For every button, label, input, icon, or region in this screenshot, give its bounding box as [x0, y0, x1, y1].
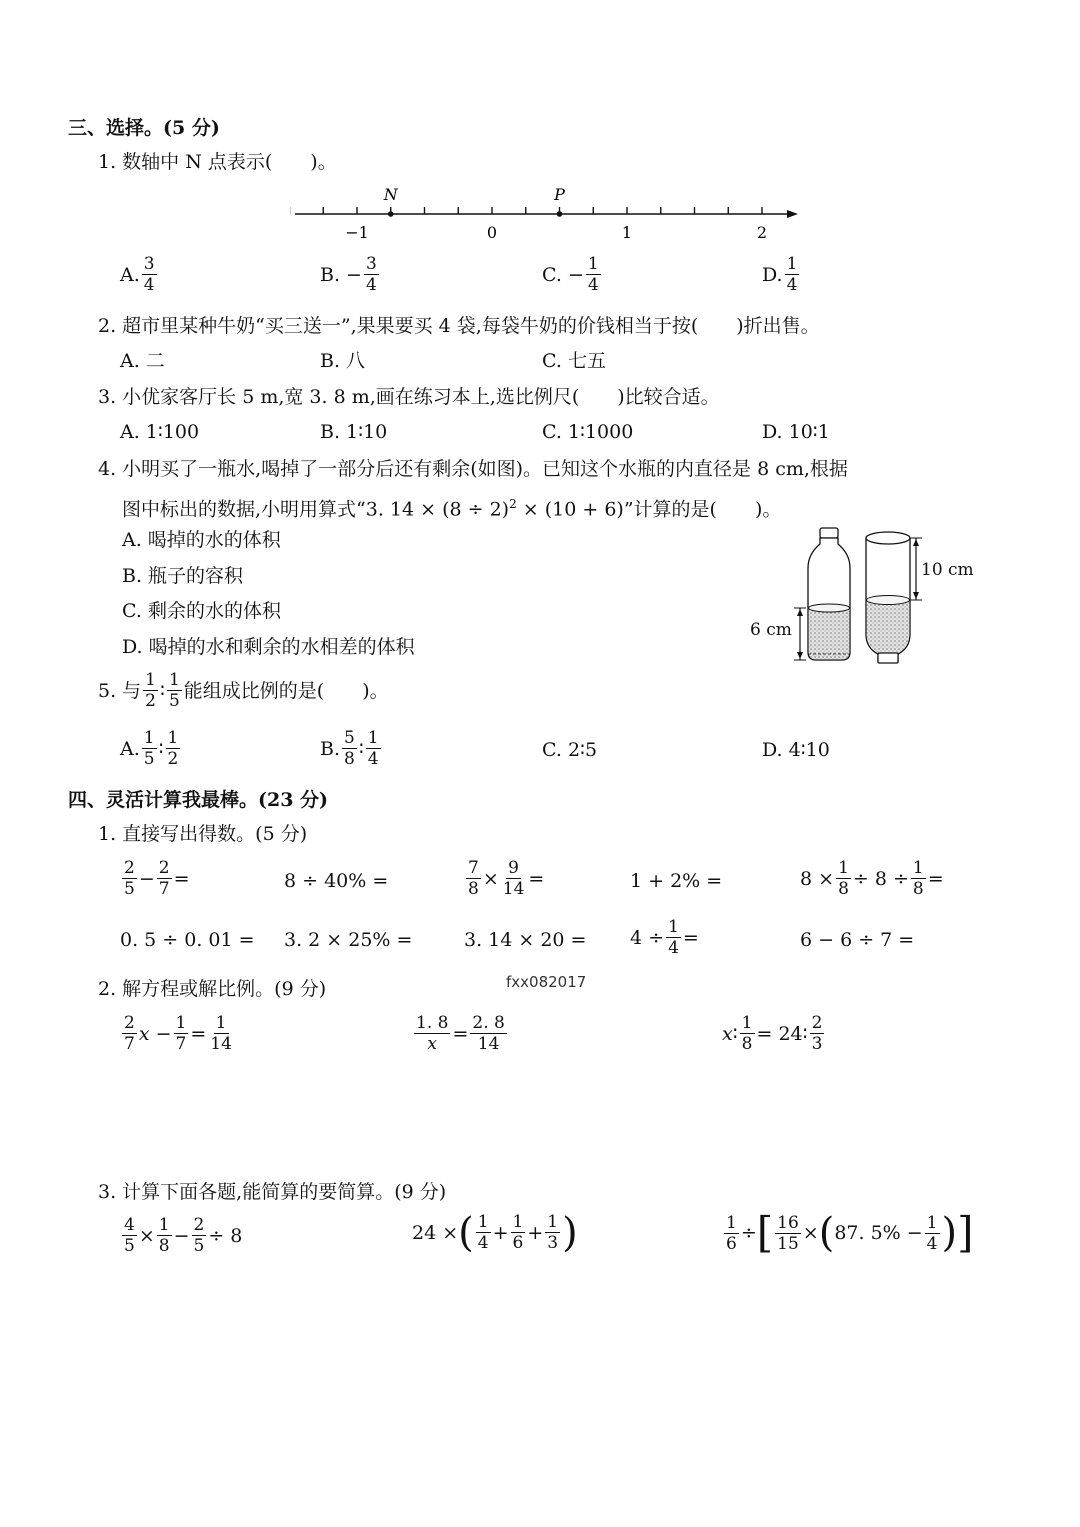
- calc-7: 3. 2 × 25% =: [284, 929, 413, 951]
- q1-stem: 1. 数轴中 N 点表示( )。: [98, 151, 337, 173]
- numerator: 3: [365, 254, 377, 274]
- calc-4: 1 + 2% =: [630, 870, 723, 892]
- q5-option-c[interactable]: C. 2∶5: [542, 739, 598, 761]
- q4-stem-line2: [122, 492, 781, 521]
- number-line-tick-label: 1: [621, 223, 633, 242]
- denominator: 8: [344, 749, 355, 769]
- q1-option-c[interactable]: [542, 254, 603, 295]
- equation-2: 1. 8 x = 2. 8 14: [416, 1013, 505, 1054]
- numerator: 1: [587, 254, 599, 274]
- q1-option-b-label: B. −: [320, 263, 362, 286]
- denominator: 4: [143, 275, 155, 295]
- inverted-bottle: [866, 532, 910, 663]
- q2-option-b[interactable]: B. 八: [320, 350, 366, 372]
- numerator: 3: [143, 254, 155, 274]
- number-line-point-n: [388, 211, 394, 217]
- label-10cm: 10 cm: [921, 560, 974, 580]
- expression-3-percent: 87. 5% −: [834, 1222, 923, 1244]
- expression-2: 24 × ( 1 4 + 1 6 + 1 3 ): [412, 1209, 578, 1256]
- q1-option-a-label: A.: [120, 263, 140, 286]
- numerator: 5: [344, 728, 355, 748]
- calc-6: 0. 5 ÷ 0. 01 =: [120, 929, 255, 951]
- number-line-tick-label: 0: [486, 223, 498, 242]
- numerator: 1: [143, 728, 155, 748]
- q4-stem-exponent: 2: [509, 497, 517, 511]
- denominator: 5: [143, 749, 155, 769]
- number-line-tick-label: −1: [345, 223, 369, 242]
- q5-option-a[interactable]: A. $\frac{1}{5}$ ∶ $\frac{1}{2}$: [120, 728, 179, 769]
- q4-stem-line2-part1: 图中标出的数据,小明用算式“3. 14 × (8 ÷ 2): [122, 498, 510, 521]
- q4-stem-line2-part2: × (10 + 6)”计算的是( )。: [516, 498, 782, 521]
- numerator: 1: [786, 254, 798, 274]
- q1-option-b[interactable]: [320, 254, 381, 295]
- calc-8: 3. 14 × 20 =: [464, 929, 587, 951]
- q3-option-a[interactable]: A. 1∶100: [120, 421, 200, 443]
- p1-title: 1. 直接写出得数。(5 分): [98, 823, 308, 845]
- number-line-point-label-n: N: [383, 185, 398, 204]
- label-6cm: 6 cm: [750, 620, 792, 640]
- denominator: 4: [587, 275, 599, 295]
- q5-option-b-label: B.: [320, 737, 341, 760]
- number-line-point-p: [557, 211, 563, 217]
- bottles-figure: [790, 524, 990, 672]
- calc-2: 8 ÷ 40% =: [284, 870, 389, 892]
- expression-3: 1 6 ÷ [ 16 15 × ( 87. 5% − $\frac{1}{4}$ ) ]: [726, 1208, 974, 1257]
- q2-option-c[interactable]: C. 七五: [542, 350, 606, 372]
- q1-option-d-label: D.: [762, 263, 783, 286]
- numerator: 1: [167, 728, 179, 748]
- q5-stem: 5. 与 $\frac{1}{2}$ ∶ $\frac{1}{5}$ 能组成比例的是( )。: [98, 670, 389, 711]
- q4-option-d[interactable]: D. 喝掉的水和剩余的水相差的体积: [122, 636, 415, 658]
- q4-option-b[interactable]: B. 瓶子的容积: [122, 565, 244, 587]
- q5-option-d[interactable]: D. 4∶10: [762, 739, 830, 761]
- q5-fraction-2: [167, 670, 182, 711]
- expression-1: 4 5 × 1 8 − 2 5 ÷ 8: [124, 1215, 243, 1256]
- number-line-ticks: [290, 207, 762, 214]
- watermark-code: fxx082017: [506, 973, 587, 991]
- q1-option-b-fraction: [364, 254, 379, 295]
- q3-stem: 3. 小优家客厅长 5 m,宽 3. 8 m,画在练习本上,选比例尺( )比较合适。: [98, 386, 720, 408]
- number-line-arrow: [787, 210, 798, 218]
- q1-option-a[interactable]: [120, 254, 159, 295]
- q2-option-a[interactable]: A. 二: [120, 350, 165, 372]
- q4-option-c[interactable]: C. 剩余的水的体积: [122, 600, 281, 622]
- q1-option-a-fraction: [142, 254, 157, 295]
- calc-9: 4 ÷ 1 4 =: [630, 917, 699, 958]
- q2-stem: 2. 超市里某种牛奶“买三送一”,果果要买 4 袋,每袋牛奶的价钱相当于按( )折出售。: [98, 315, 820, 337]
- number-line-tick-label: 2: [756, 223, 768, 242]
- section4-title: 四、灵活计算我最棒。(23 分): [68, 789, 329, 811]
- q3-option-d[interactable]: D. 10∶1: [762, 421, 830, 443]
- q4-option-a[interactable]: A. 喝掉的水的体积: [122, 529, 281, 551]
- numerator: 1: [145, 670, 156, 690]
- number-line: [290, 178, 810, 244]
- p2-title: 2. 解方程或解比例。(9 分): [98, 978, 327, 1000]
- upright-bottle: [808, 528, 850, 660]
- q5-option-b[interactable]: B. $\frac{5}{8}$ ∶ $\frac{1}{4}$: [320, 728, 379, 769]
- denominator: 5: [168, 691, 180, 711]
- section3-title: 三、选择。(5 分): [68, 117, 220, 139]
- denominator: 4: [786, 275, 798, 295]
- q5-option-a-label: A.: [120, 737, 140, 760]
- denominator: 2: [167, 749, 179, 769]
- p3-title: 3. 计算下面各题,能简算的要简算。(9 分): [98, 1181, 447, 1203]
- number-line-point-label-p: P: [554, 185, 565, 204]
- denominator: 4: [365, 275, 377, 295]
- q1-option-c-label: C. −: [542, 263, 584, 286]
- equation-1: 2 7 x − 1 7 = 1 14: [124, 1013, 232, 1054]
- q5-stem-post: 能组成比例的是( )。: [183, 679, 389, 702]
- denominator: 2: [145, 691, 156, 711]
- q3-option-c[interactable]: C. 1∶1000: [542, 421, 634, 443]
- denominator: 4: [367, 749, 379, 769]
- q3-option-b[interactable]: B. 1∶10: [320, 421, 388, 443]
- numerator: 1: [367, 728, 379, 748]
- equation-3: x ∶ 1 8 = 24∶ 2 3: [722, 1013, 823, 1054]
- numerator: 1: [168, 670, 180, 690]
- q5-stem-pre: 5. 与: [98, 679, 142, 702]
- q1-option-c-fraction: [586, 254, 601, 295]
- q1-option-d-fraction: [785, 254, 800, 295]
- q1-option-d[interactable]: [762, 254, 801, 295]
- q4-stem-line1: 4. 小明买了一瓶水,喝掉了一部分后还有剩余(如图)。已知这个水瓶的内直径是 8 cm,根据: [98, 458, 848, 480]
- calc-3: 7 8 × 9 14 =: [468, 858, 545, 899]
- q5-fraction-1: [143, 670, 158, 711]
- calc-10: 6 − 6 ÷ 7 =: [800, 929, 915, 951]
- calc-5: 8 × 1 8 ÷ 8 ÷ 1 8 =: [800, 858, 944, 899]
- calc-1: 2 5 − 2 7 =: [124, 858, 190, 899]
